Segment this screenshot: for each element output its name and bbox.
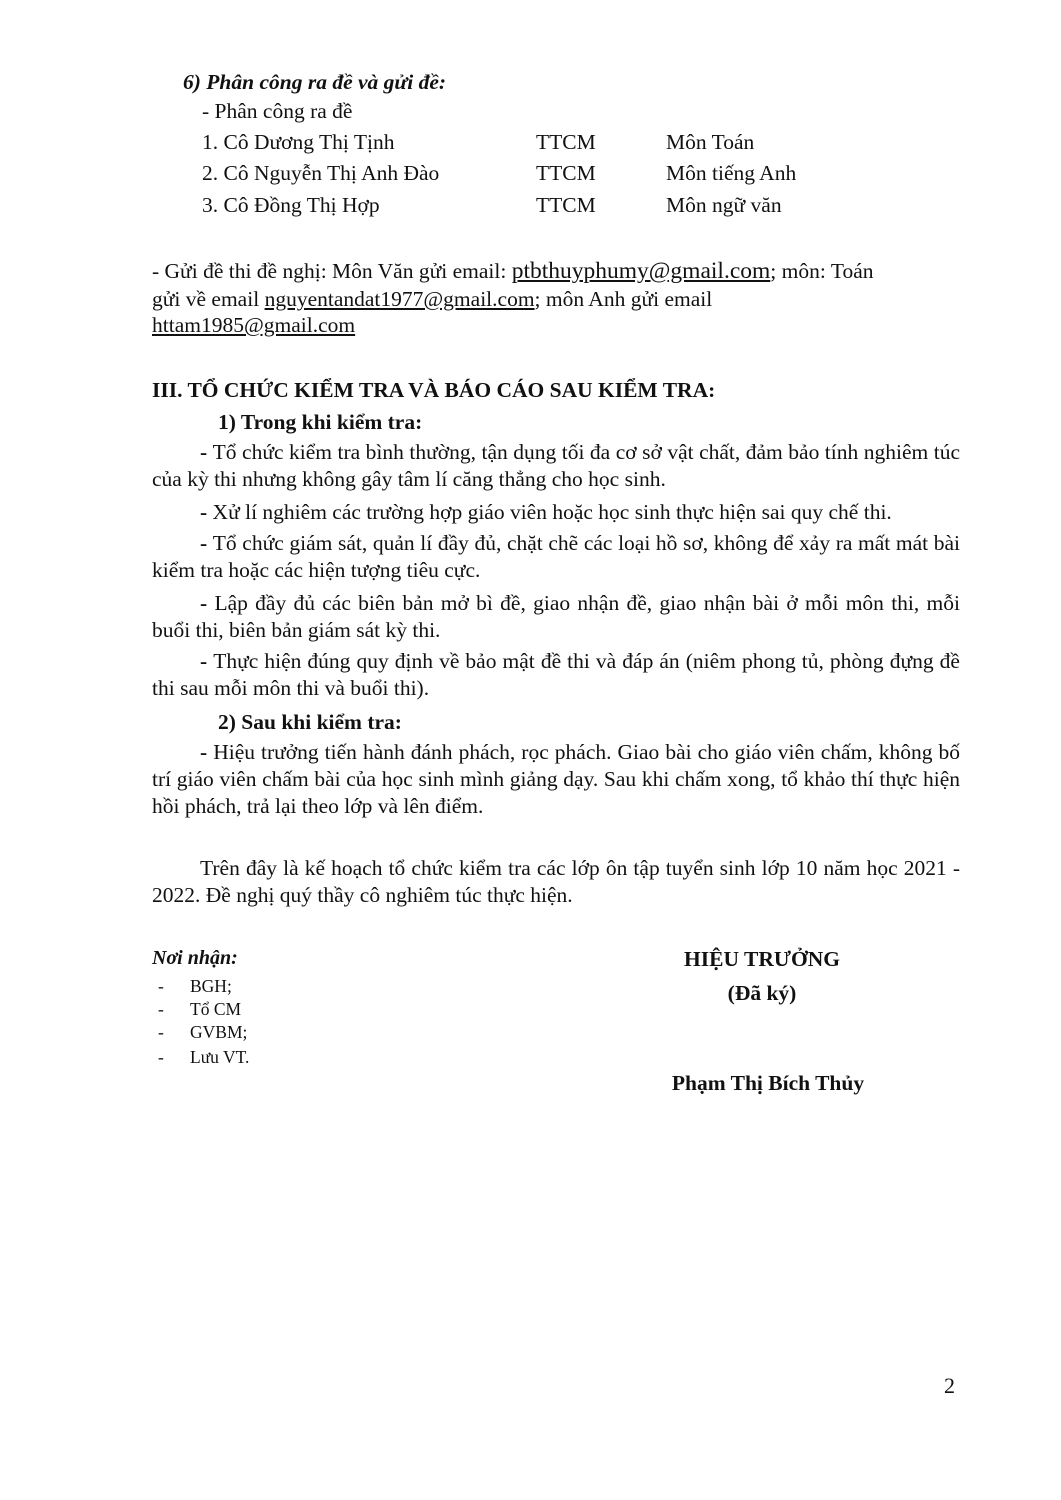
- email-link-van[interactable]: ptbthuyphumy@gmail.com: [511, 258, 771, 284]
- send-mid2: ; môn Anh gửi email: [534, 287, 713, 311]
- assignment-name: 3. Cô Đồng Thị Hợp: [202, 193, 380, 217]
- assignment-subject: Môn ngữ văn: [666, 193, 782, 217]
- send-line-3: [152, 311, 355, 339]
- recipient-text: BGH;: [190, 976, 232, 996]
- assignment-subject: Môn Toán: [666, 130, 755, 154]
- assignment-role: TTCM: [536, 161, 596, 185]
- recipient-item: [158, 1045, 249, 1069]
- assignment-role: TTCM: [536, 130, 596, 154]
- during-item-text: Tổ chức kiểm tra bình thường, tận dụng tối đa cơ sở vật chất, đảm bảo tính nghiêm túc của kỳ thi nhưng không gây tâm lí căng thẳng cho học sinh.: [152, 440, 960, 491]
- during-item: [152, 530, 960, 584]
- during-item: [152, 499, 960, 526]
- recipient-text: Tổ CM: [190, 999, 242, 1019]
- send-prefix: - Gửi đề thi đề nghị: Môn Văn gửi email:: [152, 259, 512, 283]
- assignment-name: 1. Cô Dương Thị Tịnh: [202, 130, 395, 154]
- bullet: -: [200, 440, 213, 464]
- recipient-dash: -: [158, 1022, 164, 1042]
- recipients-heading: Nơi nhận:: [152, 947, 238, 969]
- page-number: 2: [944, 1373, 955, 1398]
- bullet: -: [200, 649, 214, 673]
- send-line-2: [152, 285, 712, 313]
- assignment-role: TTCM: [536, 193, 596, 217]
- recipient-dash: -: [158, 999, 164, 1019]
- conclusion-paragraph: Trên đây là kế hoạch tổ chức kiểm tra các lớp ôn tập tuyển sinh lớp 10 năm học 2021 - 2022. Đề nghị quý thầy cô nghiêm túc thực hiện.: [152, 856, 960, 907]
- after-item-text: Hiệu trưởng tiến hành đánh phách, rọc phách. Giao bài cho giáo viên chấm, không bố trí giáo viên chấm bài của học sinh mình giảng dạy. Sau khi chấm xong, tổ khảo thí thực hiện hồi phách, trả lại theo lớp và lên điểm.: [152, 740, 960, 818]
- bullet: -: [200, 500, 213, 524]
- recipient-item: [158, 997, 241, 1021]
- during-item-text: Thực hiện đúng quy định về bảo mật đề thi và đáp án (niêm phong tủ, phòng đựng đề thi sau mỗi môn thi và buổi thi).: [152, 649, 960, 700]
- assignment-subject: Môn tiếng Anh: [666, 161, 797, 185]
- section6-heading: 6) Phân công ra đề và gửi đề:: [183, 70, 447, 94]
- during-item: [152, 648, 960, 702]
- after-item: [152, 739, 960, 820]
- during-heading: 1) Trong khi kiểm tra:: [218, 410, 423, 434]
- email-link-toan[interactable]: nguyentandat1977@gmail.com: [264, 287, 535, 311]
- during-item: [152, 590, 960, 644]
- section6-subheading: - Phân công ra đề: [202, 99, 353, 123]
- send-line2-prefix: gửi về email: [152, 287, 265, 311]
- recipient-text: Lưu VT.: [190, 1047, 250, 1067]
- recipient-item: [158, 974, 232, 998]
- bullet: -: [200, 531, 213, 555]
- bullet: -: [200, 740, 214, 764]
- during-item-text: Lập đầy đủ các biên bản mở bì đề, giao nhận đề, giao nhận bài ở mỗi môn thi, mỗi buổi thi, biên bản giám sát kỳ thi.: [152, 591, 961, 642]
- section3-heading: III. TỔ CHỨC KIỂM TRA VÀ BÁO CÁO SAU KIỂM TRA:: [152, 378, 716, 402]
- email-link-anh[interactable]: httam1985@gmail.com: [152, 313, 356, 337]
- send-mid1: ; môn: Toán: [770, 259, 874, 283]
- send-line-1: [152, 257, 874, 285]
- recipient-item: [158, 1020, 247, 1044]
- signature-title: HIỆU TRƯỞNG: [684, 947, 840, 971]
- recipient-dash: -: [158, 1047, 164, 1067]
- after-heading: 2) Sau khi kiểm tra:: [218, 710, 402, 734]
- during-item-text: Xử lí nghiêm các trường hợp giáo viên hoặc học sinh thực hiện sai quy chế thi.: [212, 500, 892, 524]
- recipient-dash: -: [158, 976, 164, 996]
- signature-name: Phạm Thị Bích Thủy: [671, 1071, 865, 1095]
- recipient-text: GVBM;: [190, 1022, 248, 1042]
- bullet: -: [200, 591, 215, 615]
- during-item: [152, 439, 960, 493]
- signature-signed: (Đã ký): [727, 981, 797, 1005]
- assignment-name: 2. Cô Nguyễn Thị Anh Đào: [202, 161, 440, 185]
- during-item-text: Tổ chức giám sát, quản lí đầy đủ, chặt chẽ các loại hồ sơ, không để xảy ra mất mát bài kiểm tra hoặc các hiện tượng tiêu cực.: [152, 531, 960, 582]
